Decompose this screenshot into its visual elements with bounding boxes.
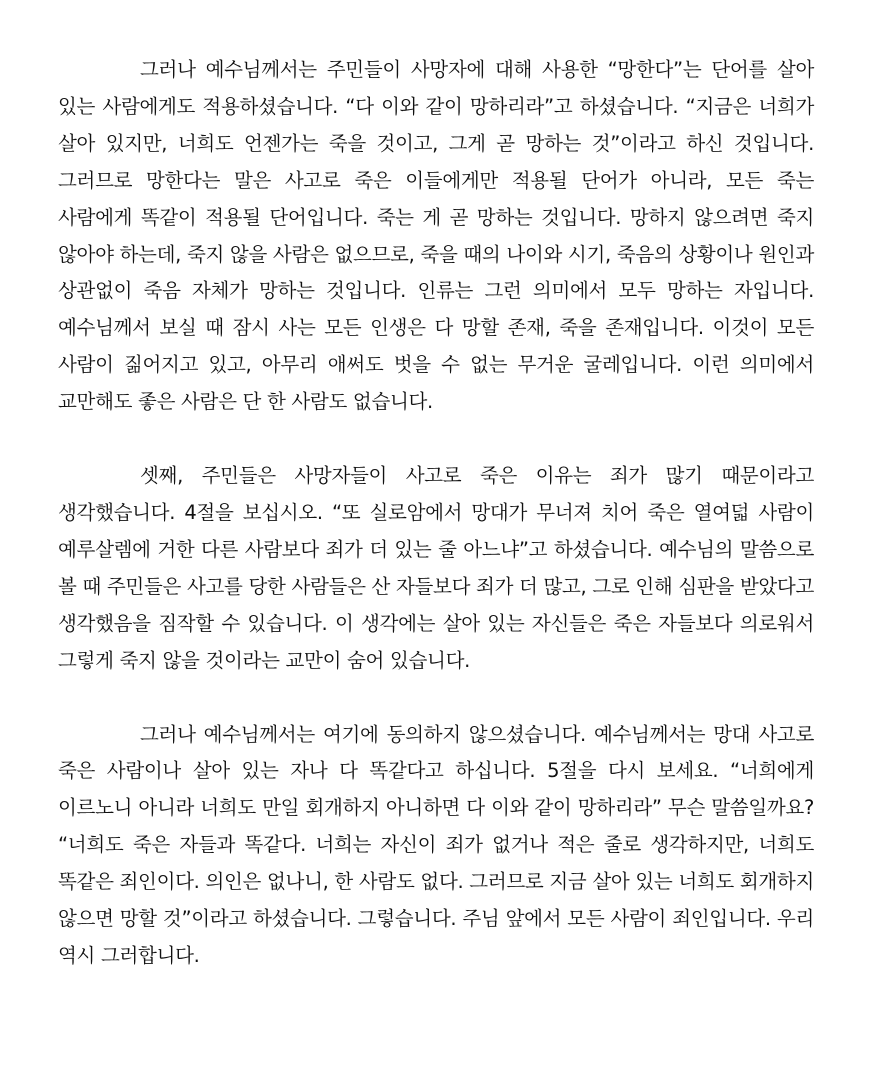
document-page [58, 52, 814, 975]
paragraph-1: 그러나 예수님께서는 주민들이 사망자에 대해 사용한 “망한다”는 단어를 살아 있는 사람에게도 적용하셨습니다. “다 이와 같이 망하리라”고 하셨습니다. “지금은 너희가 살아 있지만, 너희도 언젠가는 죽을 것이고, 그게 곧 망하는 것”이라고 하신 것입니다. 그러므로 망한다는 말은 사고로 죽은 이들에게만 적용될 단어가 아니라, 모든 죽는 사람에게 똑같이 적용될 단어입니다. 죽는 게 곧 망하는 것입니다. 망하지 않으려면 죽지 않아야 하는데, 죽지 않을 사람은 없으므로, 죽을 때의 나이와 시기, 죽음의 상황이나 원인과 상관없이 죽음 자체가 망하는 것입니다. 인류는 그런 의미에서 모두 망하는 자입니다. 예수님께서 보실 때 잠시 사는 모든 인생은 다 망할 존재, 죽을 존재입니다. 이것이 모든 사람이 짊어지고 있고, 아무리 애써도 벗을 수 없는 무거운 굴레입니다. 이런 의미에서 교만해도 좋은 사람은 단 한 사람도 없습니다. [58, 58, 814, 414]
paragraph-3: 그러나 예수님께서는 여기에 동의하지 않으셨습니다. 예수님께서는 망대 사고로 죽은 사람이나 살아 있는 자나 다 똑같다고 하십니다. 5절을 다시 보세요. “너희에게 이르노니 아니라 너희도 만일 회개하지 아니하면 다 이와 같이 망하리라” 무슨 말씀일까요? “너희도 죽은 자들과 똑같다. 너희는 자신이 죄가 없거나 적은 줄로 생각하지만, 너희도 똑같은 죄인이다. 의인은 없나니, 한 사람도 없다. 그러므로 지금 살아 있는 너희도 회개하지 않으면 망할 것”이라고 하셨습니다. 그렇습니다. 주님 앞에서 모든 사람이 죄인입니다. 우리 역시 그러합니다. [58, 722, 814, 967]
paragraph-2: 셋째, 주민들은 사망자들이 사고로 죽은 이유는 죄가 많기 때문이라고 생각했습니다. 4절을 보십시오. “또 실로암에서 망대가 무너져 치어 죽은 열여덟 사람이 예루살렘에 거한 다른 사람보다 죄가 더 있는 줄 아느냐”고 하셨습니다. 예수님의 말씀으로 볼 때 주민들은 사고를 당한 사람들은 산 자들보다 죄가 더 많고, 그로 인해 심판을 받았다고 생각했음을 짐작할 수 있습니다. 이 생각에는 살아 있는 자신들은 죽은 자들보다 의로워서 그렇게 죽지 않을 것이라는 교만이 숨어 있습니다. [58, 464, 814, 672]
